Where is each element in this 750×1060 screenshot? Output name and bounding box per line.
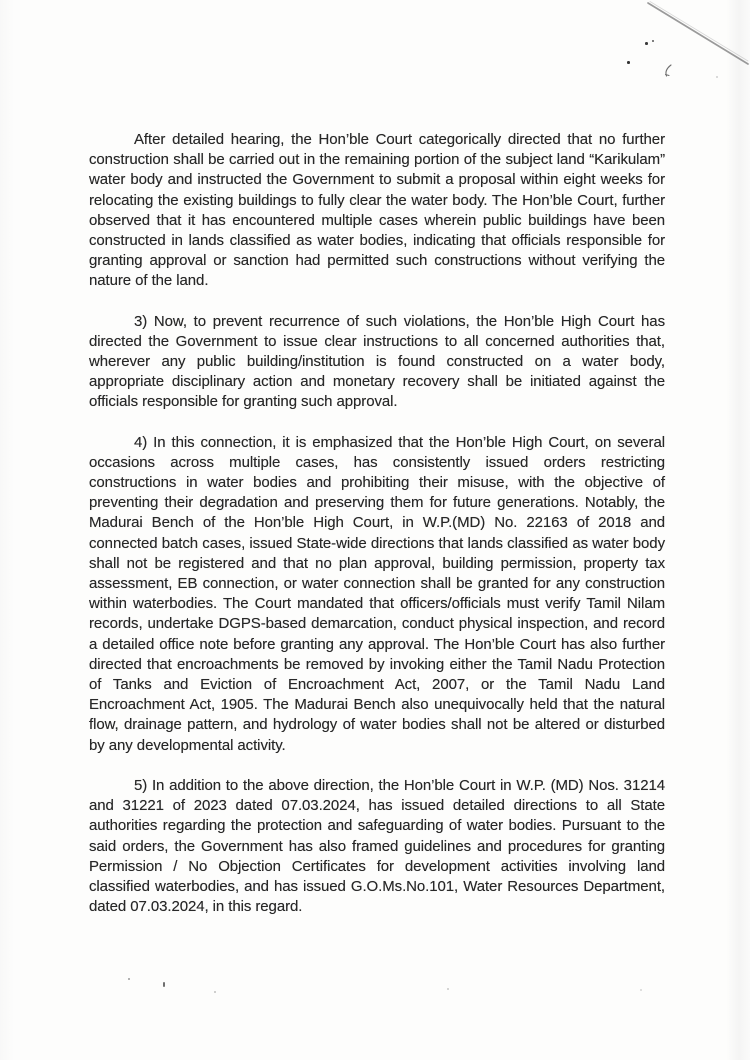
document-body xyxy=(89,130,665,937)
paragraph-continuation: After detailed hearing, the Hon’ble Court categorically directed that no further construction shall be carried out in the remaining portion of the subject land “Karikulam” water body and instructed the Government to submit a proposal within eight weeks for relocating the existing buildings to fully clear the water body. The Hon’ble Court, further observed that it has encountered multiple cases wherein public buildings have been constructed in lands classified as water bodies, indicating that officials responsible for granting approval or sanction had permitted such constructions without verifying the nature of the land. xyxy=(89,131,665,290)
scan-speck xyxy=(716,76,718,78)
scan-speck xyxy=(214,991,216,993)
scan-edge-shadow-left xyxy=(0,0,14,1060)
scan-speck xyxy=(447,988,449,990)
scan-speck xyxy=(645,42,648,45)
scan-speck xyxy=(627,61,630,64)
scan-speck xyxy=(652,40,654,42)
paragraph-5: 5) In addition to the above direction, the Hon’ble Court in W.P. (MD) Nos. 31214 and 31221 of 2023 dated 07.03.2024, has issued detailed directions to all State authorities regarding the protection and safeguarding of water bodies. Pursuant to the said orders, the Government has also framed guidelines and procedures for granting Permission / No Objection Certificates for development activities involving land classified waterbodies, and has issued G.O.Ms.No.101, Water Resources Department, dated 07.03.2024, in this regard. xyxy=(89,776,665,916)
pen-scratch-mark xyxy=(662,64,674,78)
scan-speck xyxy=(128,978,130,980)
scan-edge-shadow-right xyxy=(726,0,750,1060)
paragraph-4: 4) In this connection, it is emphasized that the Hon’ble High Court, on several occasions across multiple cases, has consistently issued orders restricting constructions in water bodies and prohibiting their misuse, with the objective of preventing their degradation and preserving them for future generations. Notably, the Madurai Bench of the Hon’ble High Court, in W.P.(MD) No. 22163 of 2018 and connected batch cases, issued State-wide directions that lands classified as water body shall not be registered and that no plan approval, building permission, property tax assessment, EB connection, or water connection shall be granted for any construction within waterbodies. The Court mandated that officers/officials must verify Tamil Nilam records, undertake DGPS-based demarcation, conduct physical inspection, and record a detailed office note before granting any approval. The Hon’ble Court has also further directed that encroachments be removed by invoking either the Tamil Nadu Protection of Tanks and Eviction of Encroachment Act, 2007, or the Tamil Nadu Land Encroachment Act, 1905. The Madurai Bench also unequivocally held that the natural flow, drainage pattern, and hydrology of water bodies shall not be altered or disturbed by any developmental activity. xyxy=(89,433,665,754)
scan-speck xyxy=(640,989,642,991)
scan-speck xyxy=(163,982,165,987)
fold-crease-mark xyxy=(635,0,750,80)
paragraph-3: 3) Now, to prevent recurrence of such violations, the Hon’ble High Court has directed the Government to issue clear instructions to all concerned authorities that, wherever any public building/institution is found constructed on a water body, appropriate disciplinary action and monetary recovery shall be initiated against the officials responsible for granting such approval. xyxy=(89,312,665,411)
